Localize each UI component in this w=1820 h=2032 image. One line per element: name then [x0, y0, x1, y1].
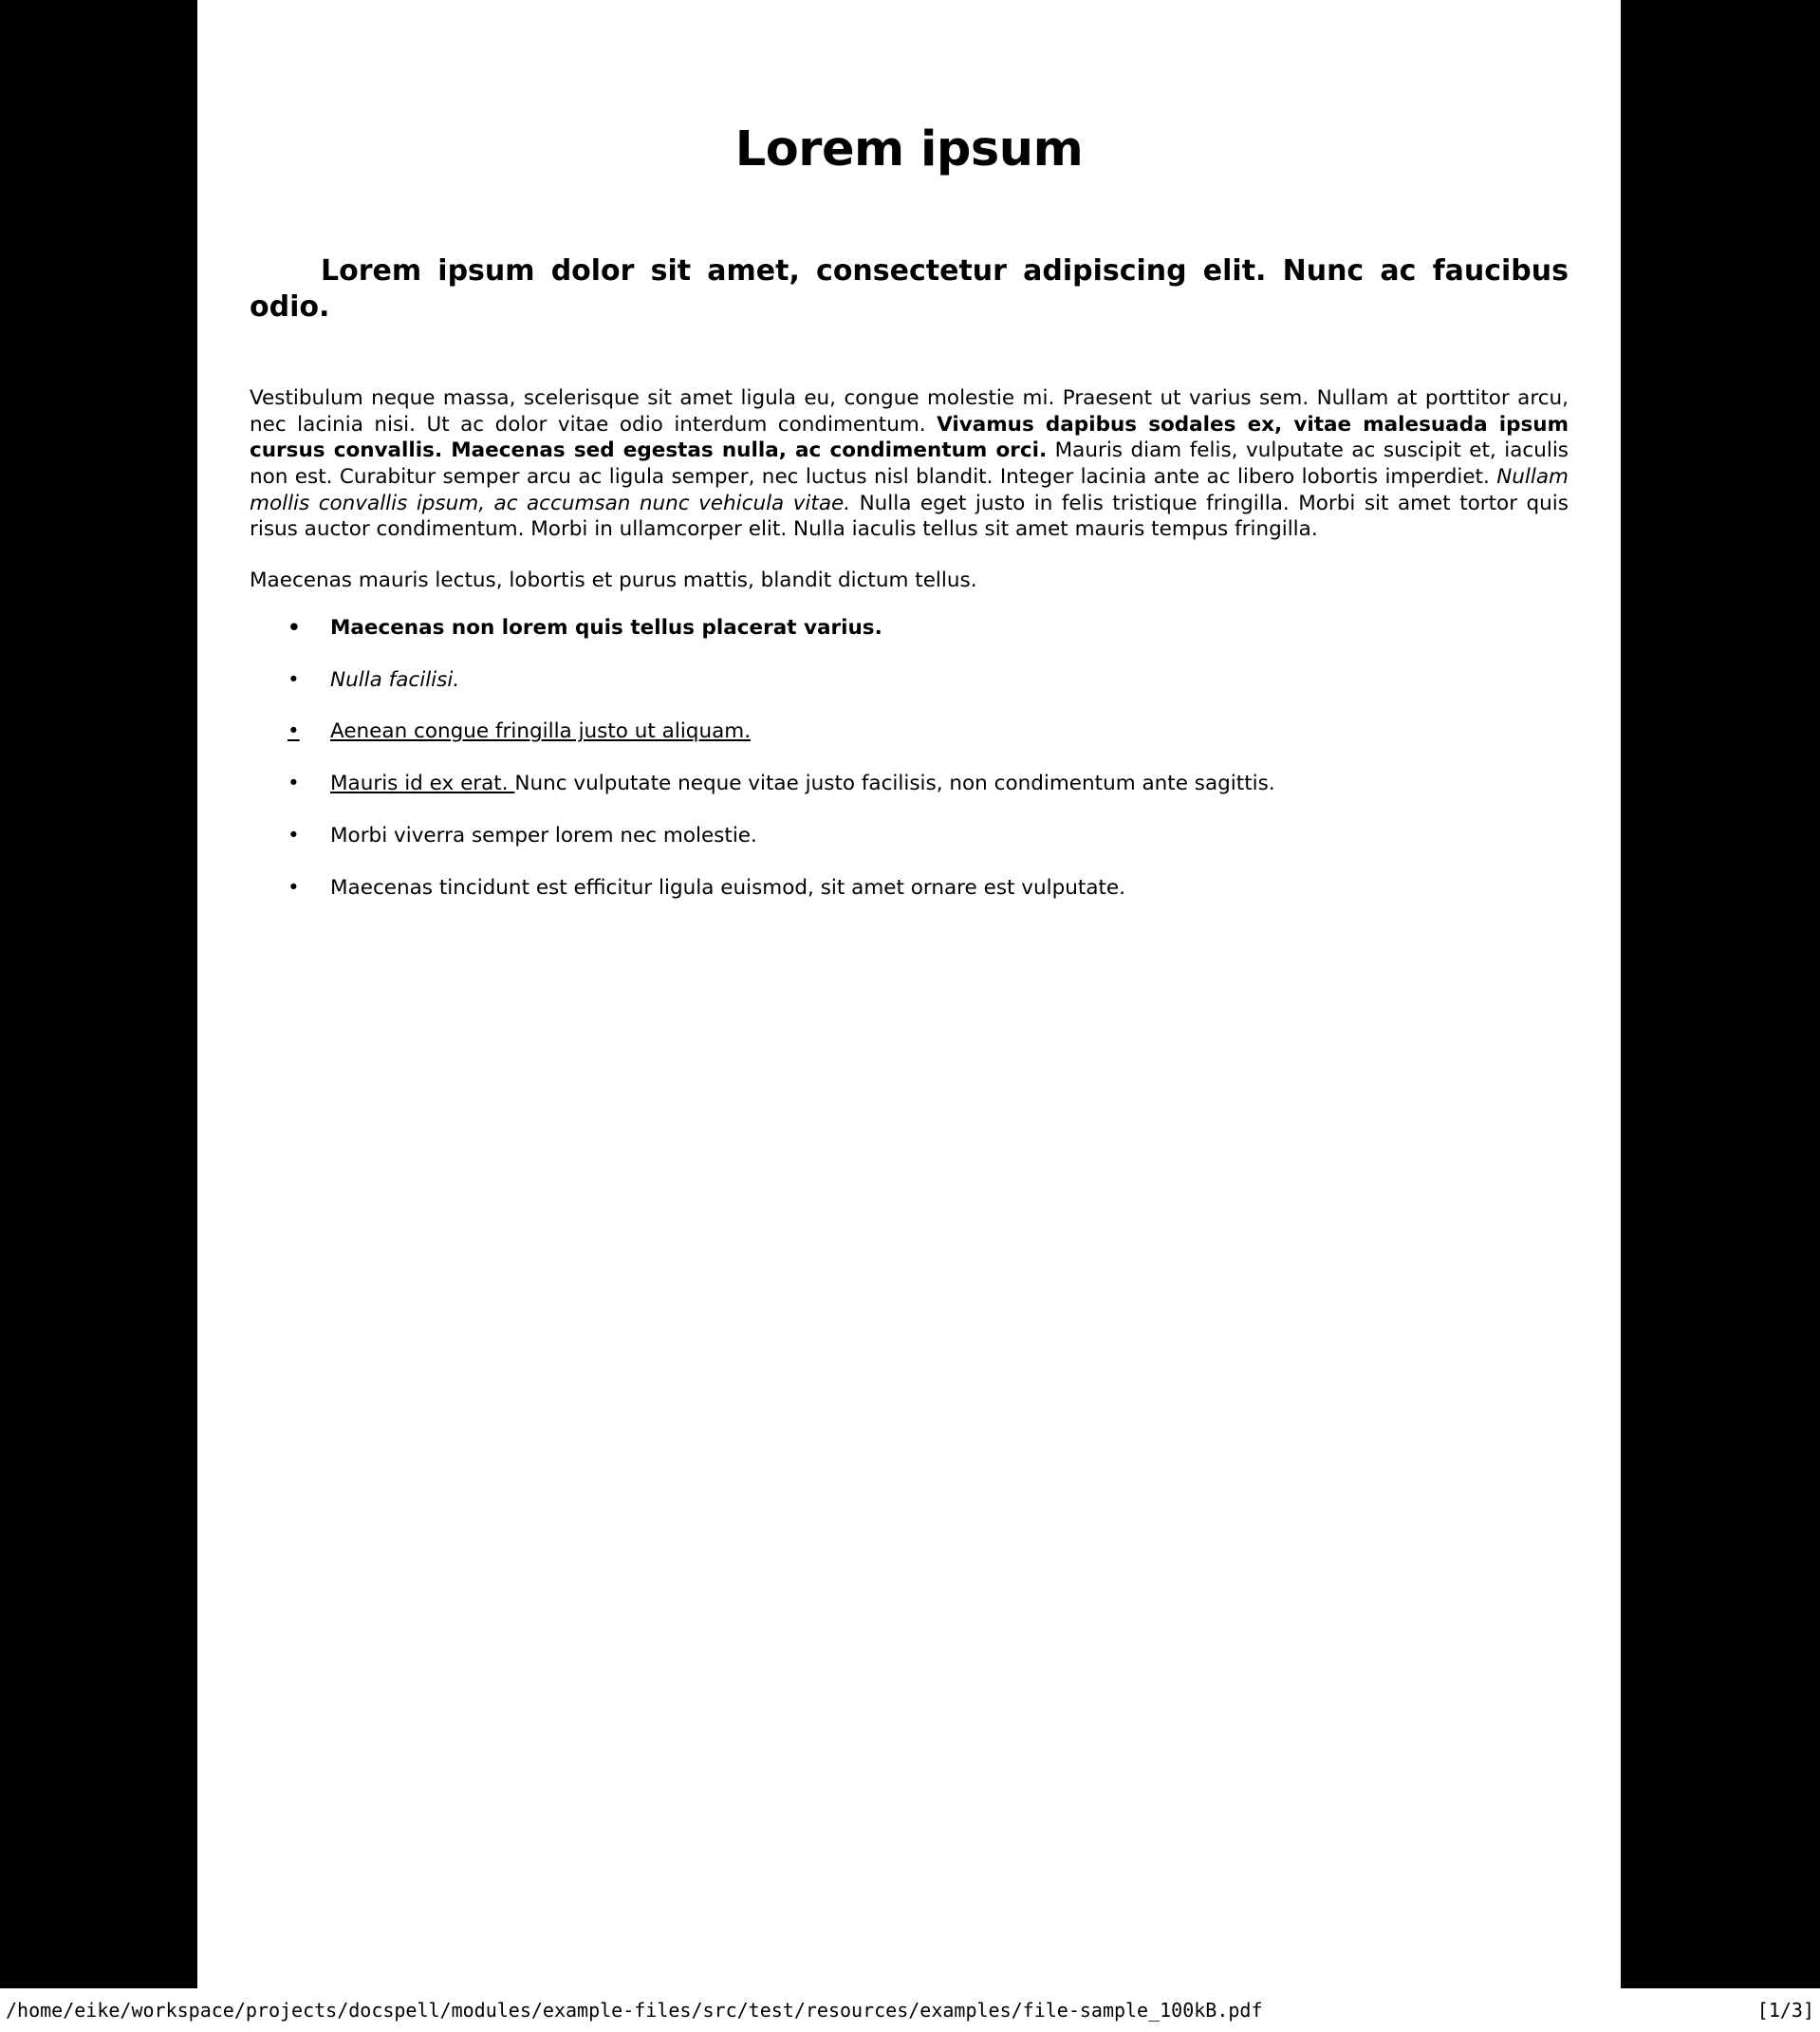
- list-item-label: Nunc vulputate neque vitae justo facilisis, non condimentum ante sagittis.: [514, 772, 1275, 796]
- run-italic-1: Nullam mollis convallis ipsum, ac accumsan nunc vehicula vitae.: [250, 464, 1569, 515]
- page-indicator: [1/3]: [1756, 1999, 1814, 2022]
- list-item-label: Aenean congue fringilla justo ut aliquam.: [330, 719, 752, 744]
- list-item: [288, 875, 1569, 902]
- document-subtitle: Lorem ipsum dolor sit amet, consectetur adipiscing elit. Nunc ac faucibus odio.: [250, 254, 1569, 325]
- file-path-label: /home/eike/workspace/projects/docspell/modules/example-files/src/test/resources/examples/file-sample_100kB.pdf: [6, 1999, 1263, 2022]
- document-title: Lorem ipsum: [734, 121, 1084, 177]
- run-normal-2: Mauris diam felis, vulputate ac suscipit et, iaculis non est. Curabitur semper arcu ac ligula semper, nec luctus nisl blandit. Integer lacinia ante ac libero lobortis imperdiet.: [250, 438, 1569, 489]
- run-normal-3: Nulla eget justo in felis tristique fringilla. Morbi sit amet tortor quis risus auctor condimentum. Morbi in ullamcorper elit. Nulla iaculis tellus sit amet mauris tempus fringilla.: [250, 491, 1569, 542]
- list-item: [288, 823, 1569, 849]
- status-bar: [0, 1988, 1820, 2032]
- list-item-lead: Mauris id ex erat.: [330, 772, 515, 796]
- run-bold-1: Vivamus dapibus sodales ex, vitae malesuada ipsum cursus convallis. Maecenas sed egestas nulla, ac condimentum orci.: [250, 412, 1569, 463]
- list-item-label: Maecenas tincidunt est efficitur ligula euismod, sit amet ornare est vulputate.: [330, 875, 1125, 900]
- list-item-label: Nulla facilisi.: [330, 667, 460, 692]
- bullet-list: [250, 615, 1569, 901]
- list-item: [288, 771, 1569, 797]
- run-normal-4: Maecenas mauris lectus, lobortis et purus mattis, blandit dictum tellus.: [250, 569, 977, 593]
- list-item: [288, 667, 1569, 694]
- list-item-label: Maecenas non lorem quis tellus placerat varius.: [330, 615, 882, 640]
- list-item: [288, 718, 1569, 745]
- paragraph-2: [250, 568, 1569, 594]
- list-item: [288, 615, 1569, 642]
- run-normal-1: Vestibulum neque massa, scelerisque sit amet ligula eu, congue molestie mi. Praesent ut varius sem. Nullam at porttitor arcu, nec lacinia nisi. Ut ac dolor vitae odio interdum condimentum.: [250, 385, 1569, 437]
- paragraph-1: [250, 385, 1569, 543]
- document-body: [250, 326, 1569, 902]
- list-item-label: Morbi viverra semper lorem nec molestie.: [330, 823, 757, 848]
- document-page: [197, 0, 1621, 1988]
